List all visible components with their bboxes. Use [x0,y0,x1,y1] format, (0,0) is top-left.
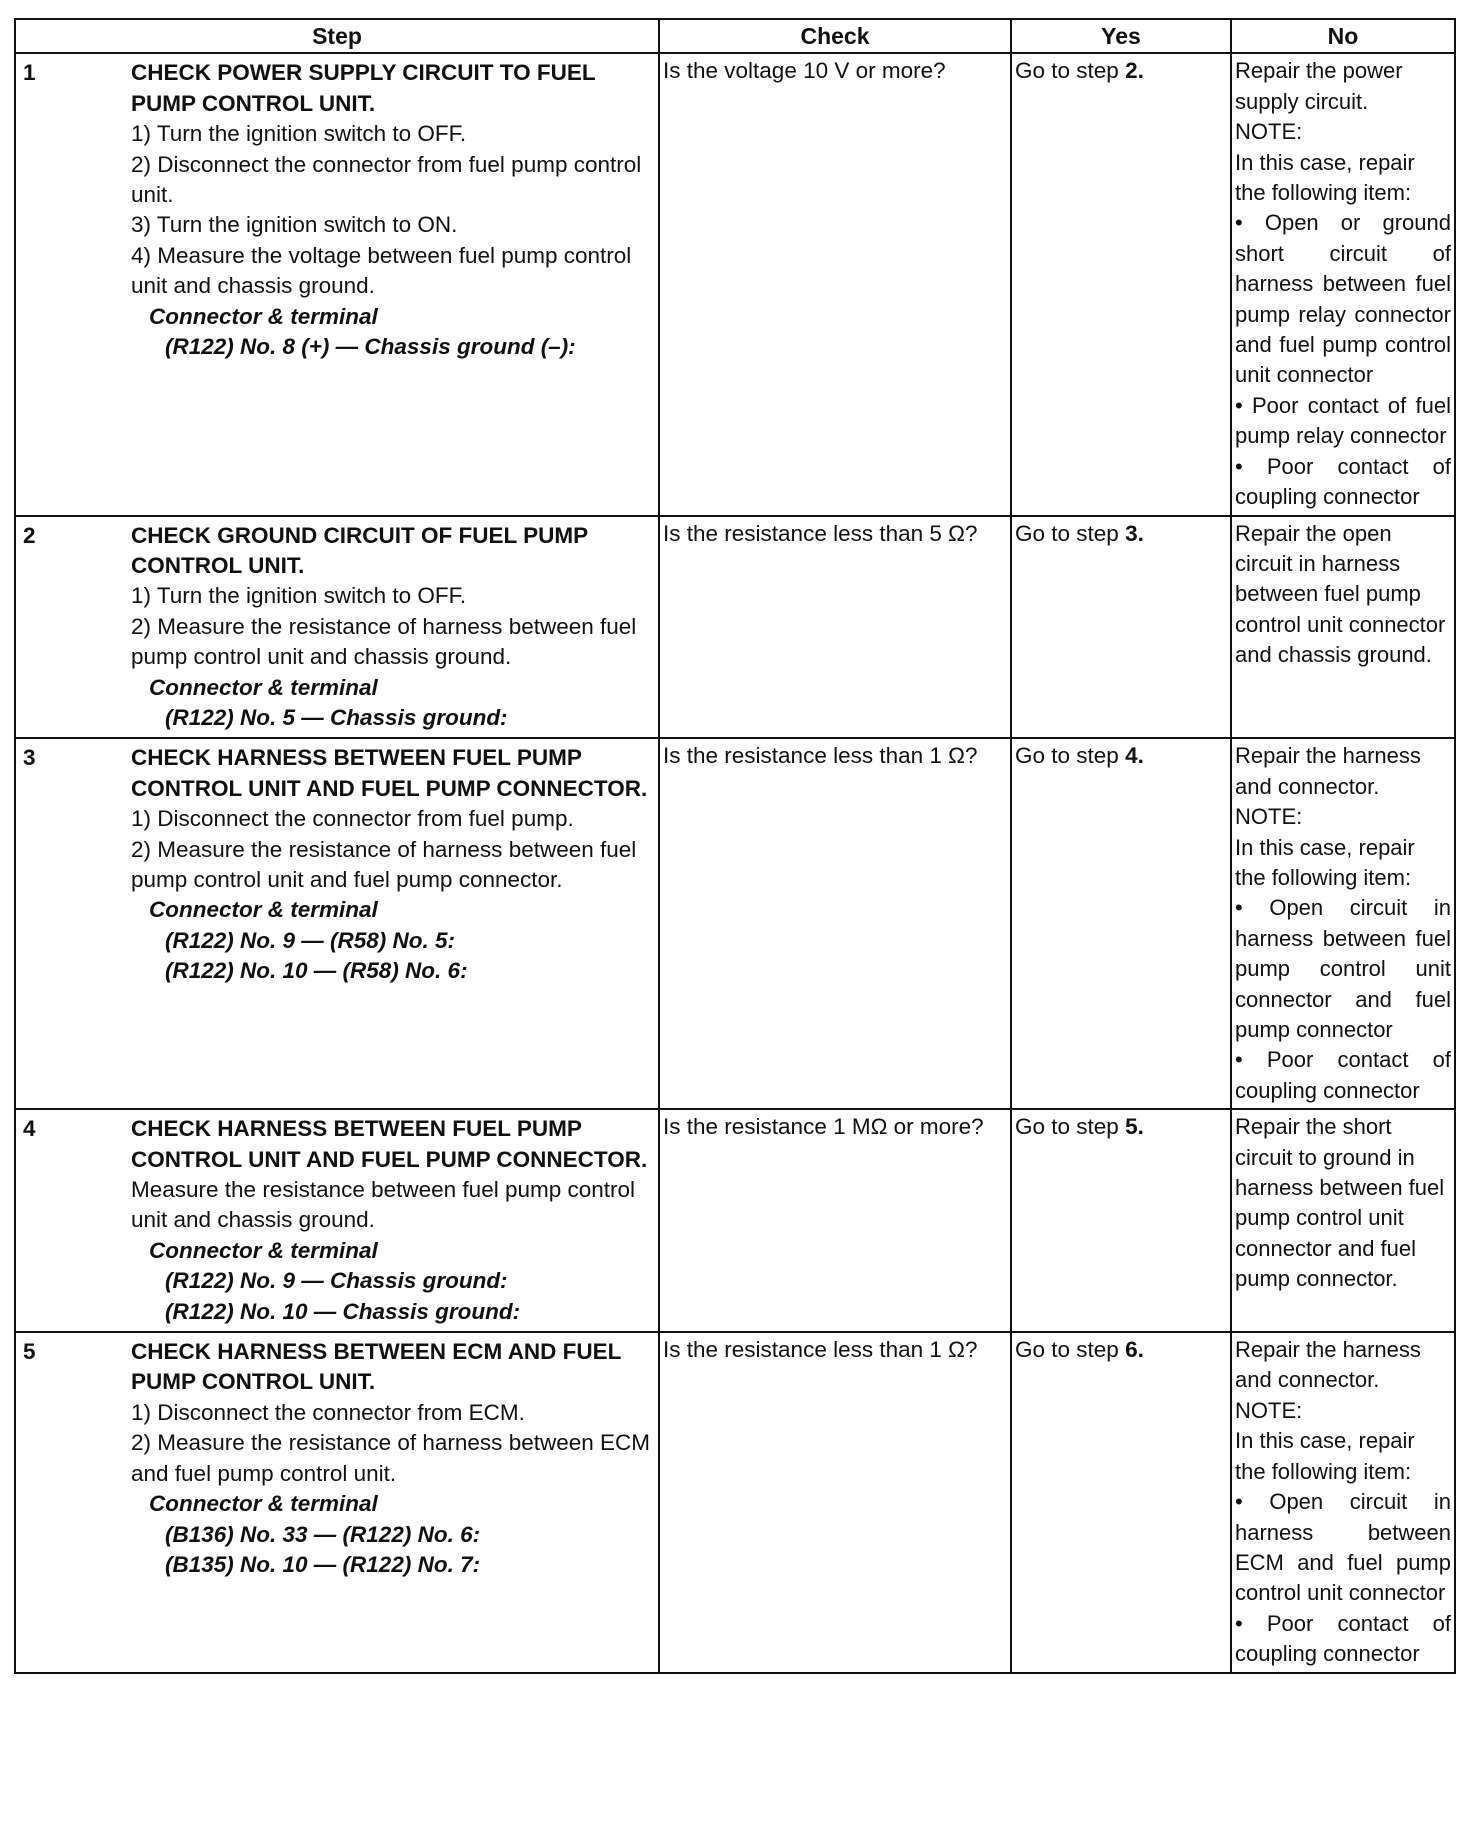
yes-step-number: 2. [1125,58,1144,84]
check-cell: Is the voltage 10 V or more? [659,53,1011,515]
connector-terminal-heading: Connector & terminal [149,674,378,700]
yes-cell [1011,516,1231,739]
yes-go-to-text: Go to step [1015,58,1126,84]
step-instruction: 1) Disconnect the connector from ECM. [131,1399,525,1425]
header-check: Check [659,19,1011,53]
step-instruction: 2) Measure the resistance of harness between ECM and fuel pump control unit. [131,1430,651,1486]
connector-terminal-spec: (R122) No. 9 — Chassis ground: [165,1268,508,1294]
table-row [15,738,1455,1109]
yes-cell [1011,738,1231,1109]
table-header-row [15,19,1455,53]
no-repair-item: • Poor contact of coupling connector [1235,453,1451,510]
yes-go-to-text: Go to step [1015,1114,1126,1140]
connector-terminal-heading: Connector & terminal [149,897,378,923]
no-repair-text: In this case, repair the following item: [1235,1428,1415,1484]
no-repair-text: Repair the harness and connector. [1235,743,1421,799]
yes-step-number: 6. [1125,1337,1144,1363]
connector-terminal-spec: (R122) No. 8 (+) — Chassis ground (–): [165,334,576,360]
step-instruction: 1) Disconnect the connector from fuel pump. [131,806,574,832]
no-cell [1231,53,1455,515]
connector-terminal-spec: (B136) No. 33 — (R122) No. 6: [165,1521,481,1547]
no-cell [1231,738,1455,1109]
no-repair-text: NOTE: [1235,804,1303,830]
no-repair-text: NOTE: [1235,1397,1303,1423]
step-content [19,741,655,988]
no-repair-text: Repair the short circuit to ground in harness between fuel pump control unit connector and fuel pump connector. [1235,1114,1445,1292]
table-row [15,516,1455,739]
diagnostic-table [14,18,1456,1674]
table-row [15,53,1455,515]
no-repair-item: • Open circuit in harness between ECM and fuel pump control unit connector [1235,1489,1451,1606]
step-instruction: 4) Measure the voltage between fuel pump control unit and chassis ground. [131,242,632,299]
step-title: CHECK HARNESS BETWEEN ECM AND FUEL PUMP CONTROL UNIT. [131,1339,622,1395]
step-number: 1 [23,60,36,86]
step-instruction: 2) Disconnect the connector from fuel pump control unit. [131,151,642,208]
step-body [131,1112,655,1329]
yes-step-number: 4. [1125,743,1144,769]
step-instruction: Measure the resistance between fuel pump control unit and chassis ground. [131,1177,636,1233]
step-instruction: 2) Measure the resistance of harness between fuel pump control unit and fuel pump connector. [131,836,637,892]
diagnostic-page [14,18,1454,1836]
step-number: 3 [23,745,36,771]
no-repair-text: In this case, repair the following item: [1235,834,1415,890]
step-cell [15,1332,659,1672]
step-title: CHECK GROUND CIRCUIT OF FUEL PUMP CONTROL UNIT. [131,522,588,578]
no-repair-item: • Poor contact of coupling connector [1235,1047,1451,1103]
step-instruction: 2) Measure the resistance of harness between fuel pump control unit and chassis ground. [131,613,637,670]
yes-go-to-text: Go to step [1015,520,1126,546]
no-repair-item: • Open circuit in harness between fuel pump control unit connector and fuel pump connector [1235,895,1451,1042]
yes-step-number: 5. [1125,1114,1144,1140]
no-repair-text: Repair the power supply circuit. [1235,58,1403,114]
yes-go-to-text: Go to step [1015,1337,1126,1363]
no-repair-item: • Open or ground short circuit of harness between fuel pump relay connector and fuel pump control unit connector [1235,210,1451,388]
step-instruction: 3) Turn the ignition switch to ON. [131,212,458,238]
check-cell: Is the resistance less than 5 Ω? [659,516,1011,739]
no-repair-item: • Poor contact of fuel pump relay connector [1235,392,1451,449]
step-cell [15,1109,659,1332]
step-number: 5 [23,1339,36,1365]
step-body [131,1335,655,1582]
connector-terminal-spec: (B135) No. 10 — (R122) No. 7: [165,1551,481,1577]
step-title: CHECK HARNESS BETWEEN FUEL PUMP CONTROL UNIT AND FUEL PUMP CONNECTOR. [131,745,648,801]
header-step: Step [15,19,659,53]
yes-cell [1011,1332,1231,1672]
step-instruction: 1) Turn the ignition switch to OFF. [131,583,467,609]
no-cell [1231,516,1455,739]
step-cell [15,516,659,739]
no-repair-text: In this case, repair the following item: [1235,149,1415,206]
connector-terminal-heading: Connector & terminal [149,1491,378,1517]
table-body [15,53,1455,1672]
yes-go-to-text: Go to step [1015,743,1126,769]
step-body [131,741,655,988]
check-cell: Is the resistance less than 1 Ω? [659,738,1011,1109]
no-cell [1231,1332,1455,1672]
no-repair-text: Repair the harness and connector. [1235,1337,1421,1393]
step-number: 4 [23,1116,36,1142]
step-content [19,1335,655,1582]
connector-terminal-heading: Connector & terminal [149,1237,378,1263]
no-repair-item: • Poor contact of coupling connector [1235,1610,1451,1667]
step-content [19,519,655,736]
step-cell [15,53,659,515]
check-cell: Is the resistance 1 MΩ or more? [659,1109,1011,1332]
no-repair-text: NOTE: [1235,119,1303,145]
header-no: No [1231,19,1455,53]
yes-cell [1011,53,1231,515]
step-title: CHECK HARNESS BETWEEN FUEL PUMP CONTROL UNIT AND FUEL PUMP CONNECTOR. [131,1116,648,1172]
step-content [19,56,655,364]
step-content [19,1112,655,1329]
connector-terminal-heading: Connector & terminal [149,303,378,329]
connector-terminal-spec: (R122) No. 5 — Chassis ground: [165,704,508,730]
step-title: CHECK POWER SUPPLY CIRCUIT TO FUEL PUMP CONTROL UNIT. [131,60,596,116]
connector-terminal-spec: (R122) No. 10 — (R58) No. 6: [165,958,468,984]
connector-terminal-spec: (R122) No. 9 — (R58) No. 5: [165,927,456,953]
header-yes: Yes [1011,19,1231,53]
check-cell: Is the resistance less than 1 Ω? [659,1332,1011,1672]
connector-terminal-spec: (R122) No. 10 — Chassis ground: [165,1298,521,1324]
step-cell [15,738,659,1109]
yes-cell [1011,1109,1231,1332]
yes-step-number: 3. [1125,520,1144,546]
step-instruction: 1) Turn the ignition switch to OFF. [131,121,467,147]
no-repair-text: Repair the open circuit in harness between fuel pump control unit connector and chassis ground. [1235,520,1446,668]
table-row [15,1332,1455,1672]
step-number: 2 [23,522,36,548]
table-row [15,1109,1455,1332]
step-body [131,56,655,364]
step-body [131,519,655,736]
no-cell [1231,1109,1455,1332]
